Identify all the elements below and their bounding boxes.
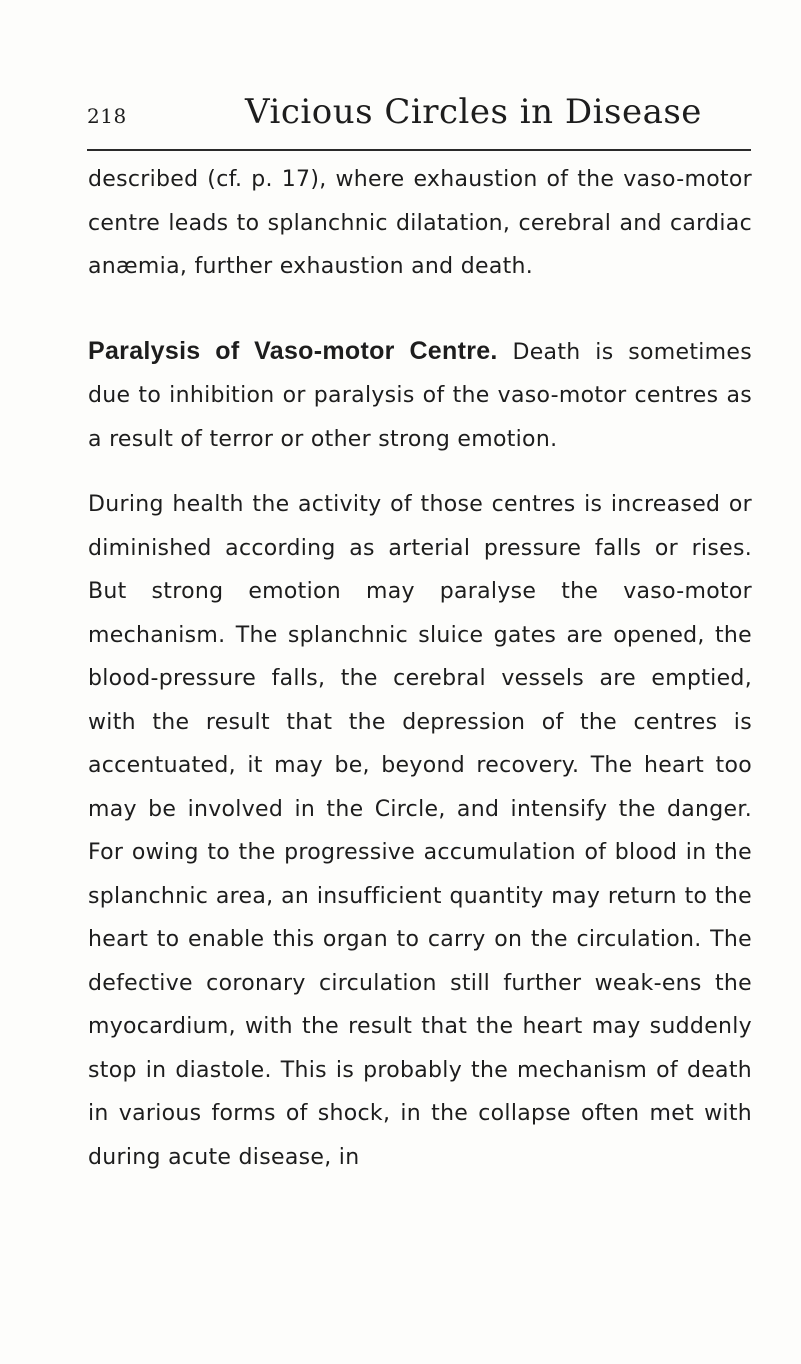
page-number: 218 bbox=[87, 104, 127, 128]
paralysis-body: Death is sometimes due to inhibition or paralysis of the vaso-motor centres as a result of terror or other strong emotion. bbox=[88, 339, 753, 452]
paragraph-continued: described (cf. p. 17), where exhaustion of the vaso-motor centre leads to splanchnic dilatation, cerebral and cardiac anæmia, further exhaustion and death. bbox=[88, 167, 752, 279]
paragraph-health: During health the activity of those centres is increased or diminished according as arterial pressure falls or rises. But strong emotion may paralyse the vaso-motor mechanism. The splanchnic sluice gates are opened, the blood-pressure falls, the cerebral vessels are emptied, with the result that the depression of the centres is accentuated, it may be, beyond recovery. The heart too may be involved in the Circle, and intensify the danger. For owing to the progressive accumulation of blood in the splanchnic area, an insufficient quantity may return to the heart to enable this organ to carry on the circulation. The defective coronary circulation still further weak-ens the myocardium, with the result that the heart may suddenly stop in diastole. This is probably the mechanism of death in various forms of shock, in the collapse often met with during acute disease, in bbox=[88, 492, 752, 1170]
paragraph-paralysis bbox=[88, 330, 752, 462]
section-heading: Paralysis of Vaso-motor Centre. bbox=[88, 336, 498, 365]
body-text bbox=[88, 158, 752, 1179]
running-head-title: Vicious Circles in Disease bbox=[245, 92, 702, 132]
header-rule bbox=[87, 149, 751, 151]
